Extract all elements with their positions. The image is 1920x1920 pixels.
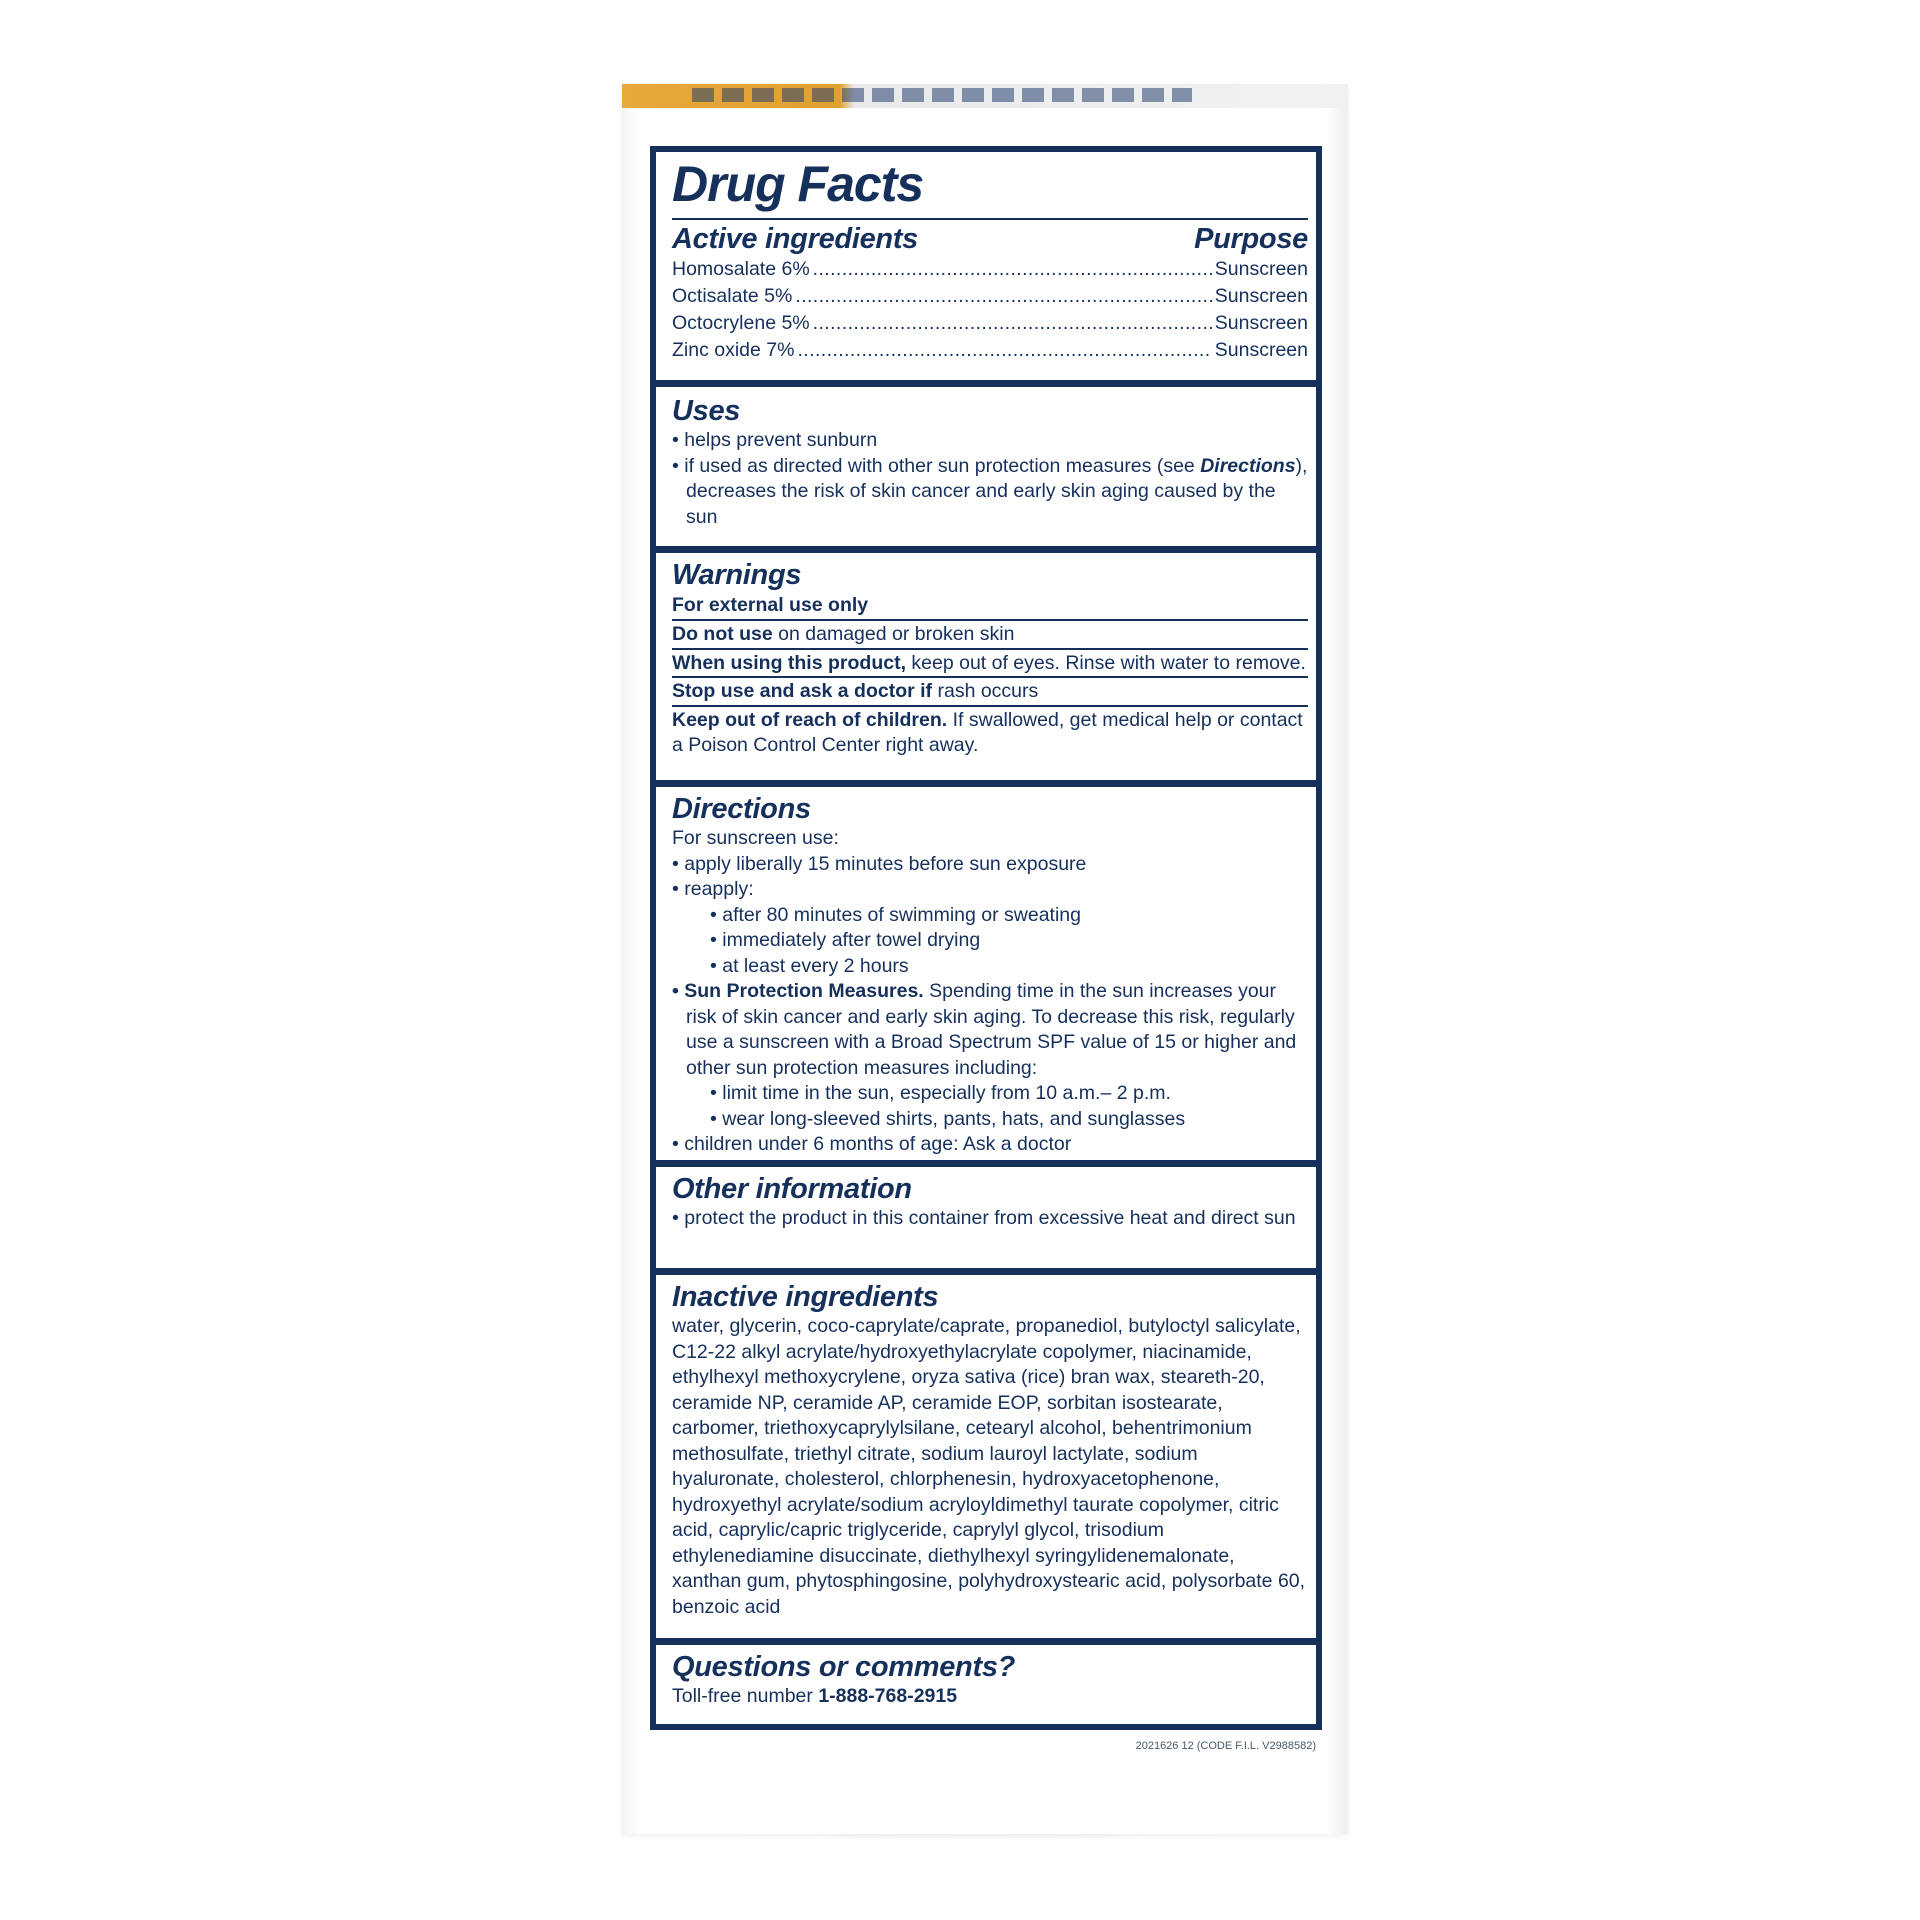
drug-facts-panel xyxy=(650,146,1322,1730)
section-directions xyxy=(656,792,1316,1158)
leader-dots xyxy=(813,256,1212,283)
ingredient-name: Octisalate 5% xyxy=(672,285,793,307)
section-active-ingredients xyxy=(656,156,1316,364)
section-bar xyxy=(656,380,1316,387)
inactive-ingredients-heading: Inactive ingredients xyxy=(672,1281,939,1313)
warning-row xyxy=(672,705,1308,759)
ingredient-row xyxy=(672,283,1308,310)
ingredient-name: Homosalate 6% xyxy=(672,258,810,280)
directions-reference: Directions xyxy=(1200,454,1296,477)
section-other-information xyxy=(656,1172,1316,1232)
directions-subitem: • wear long-sleeved shirts, pants, hats, and sunglasses xyxy=(710,1107,1186,1130)
sun-protection-text: Spending time in the sun increases your risk of skin cancer and early skin aging. To decrease this risk, regularly use a sunscreen with a Broad Spectrum SPF value of 15 or higher and other sun protection measures including: xyxy=(686,980,1297,1079)
directions-subitem: • limit time in the sun, especially from 10 a.m.– 2 p.m. xyxy=(710,1082,1171,1104)
warning-row xyxy=(672,648,1308,677)
ingredient-purpose: Sunscreen xyxy=(1214,339,1308,361)
active-ingredients-heading: Active ingredients xyxy=(672,223,918,255)
leader-dots xyxy=(797,337,1211,364)
directions-heading: Directions xyxy=(672,793,811,825)
warning-row xyxy=(672,619,1308,648)
directions-item: • children under 6 months of age: Ask a doctor xyxy=(672,1133,1072,1155)
ingredient-purpose: Sunscreen xyxy=(1214,312,1308,334)
leader-dots xyxy=(813,310,1212,337)
warning-label: When using this product, xyxy=(672,651,906,674)
section-bar xyxy=(656,1160,1316,1167)
box-top-flap xyxy=(622,84,1348,108)
directions-subitem: • after 80 minutes of swimming or sweating xyxy=(710,903,1081,926)
section-bar xyxy=(656,1638,1316,1645)
divider xyxy=(672,218,1308,220)
directions-item: • apply liberally 15 minutes before sun exposure xyxy=(672,852,1087,875)
ingredient-row xyxy=(672,337,1308,364)
warning-text: keep out of eyes. Rinse with water to remove. xyxy=(905,651,1306,674)
ingredient-row xyxy=(672,256,1308,283)
warning-text: If swallowed, get medical help or contact a Poison Control Center right away. xyxy=(672,708,1303,756)
phone-number: 1-888-768-2915 xyxy=(818,1685,958,1707)
inactive-ingredients-text: water, glycerin, coco-caprylate/caprate, propanediol, butyloctyl salicylate, C12-22 alkyl acrylate/hydroxyethylacrylate copolymer, niacinamide, ethylhexyl methoxycrylene, oryza sativa (rice) bran wax, steareth-20, ceramide NP, ceramide AP, ceramide EOP, sorbitan isostearate, carbomer, triethoxycaprylylsilane, cetearyl alcohol, behentrimonium methosulfate, triethyl citrate, sodium lauroyl lactylate, sodium hyaluronate, cholesterol, chlorphenesin, hydroxyacetophenone, hydroxyethyl acrylate/sodium acryloyldimethyl taurate copolymer, citric acid, caprylic/capric triglyceride, caprylyl glycol, trisodium ethylenediamine disuccinate, diethylhexyl syringylidenemalonate, xanthan gum, phytosphingosine, polyhydroxystearic acid, polysorbate 60, benzoic acid xyxy=(672,1315,1306,1618)
section-warnings xyxy=(656,558,1316,759)
directions-intro: For sunscreen use: xyxy=(672,827,839,849)
uses-text: • if used as directed with other sun protection measures (see xyxy=(672,454,1201,477)
warning-text: rash occurs xyxy=(932,680,1039,702)
brand-logo-mark xyxy=(692,88,1192,102)
directions-subitem: • at least every 2 hours xyxy=(710,954,909,977)
warning-text: on damaged or broken skin xyxy=(772,623,1015,645)
directions-item xyxy=(672,979,1308,1081)
uses-item: • helps prevent sunburn xyxy=(672,429,878,451)
toll-free-line xyxy=(672,1684,1308,1710)
warning-row xyxy=(672,676,1308,705)
sun-protection-label: • Sun Protection Measures. xyxy=(672,980,924,1002)
toll-free-label: Toll-free number xyxy=(672,1685,819,1707)
leader-dots xyxy=(795,283,1211,310)
drug-facts-title: Drug Facts xyxy=(672,156,924,212)
section-bar xyxy=(656,780,1316,787)
section-questions xyxy=(656,1650,1316,1710)
warning-label: Stop use and ask a doctor if xyxy=(672,680,933,702)
active-ingredients-header xyxy=(672,222,1308,256)
product-box xyxy=(622,84,1348,1834)
other-information-heading: Other information xyxy=(672,1173,912,1205)
directions-item: • reapply: xyxy=(672,878,754,900)
warnings-heading: Warnings xyxy=(672,559,802,591)
other-information-item: • protect the product in this container from excessive heat and direct sun xyxy=(672,1207,1296,1229)
ingredient-row xyxy=(672,310,1308,337)
section-inactive-ingredients xyxy=(656,1280,1316,1620)
section-uses xyxy=(656,394,1316,530)
ingredient-purpose: Sunscreen xyxy=(1214,285,1308,307)
questions-heading: Questions or comments? xyxy=(672,1651,1016,1683)
section-bar xyxy=(656,1268,1316,1275)
section-bar xyxy=(656,546,1316,553)
ingredient-name: Zinc oxide 7% xyxy=(672,339,795,361)
directions-subitem: • immediately after towel drying xyxy=(710,929,981,951)
uses-heading: Uses xyxy=(672,395,741,427)
purpose-heading: Purpose xyxy=(1194,223,1308,255)
warning-label: Do not use xyxy=(672,623,773,645)
ingredient-purpose: Sunscreen xyxy=(1214,258,1308,280)
external-use-warning: For external use only xyxy=(672,594,869,616)
uses-text: ), decreases the risk of skin cancer and early skin aging caused by the sun xyxy=(686,454,1308,528)
uses-item xyxy=(672,454,1308,531)
product-code: 2021626 12 (CODE F.I.L. V2988582) xyxy=(1135,1740,1316,1752)
ingredient-name: Octocrylene 5% xyxy=(672,312,810,334)
warning-label: Keep out of reach of children. xyxy=(672,708,948,731)
